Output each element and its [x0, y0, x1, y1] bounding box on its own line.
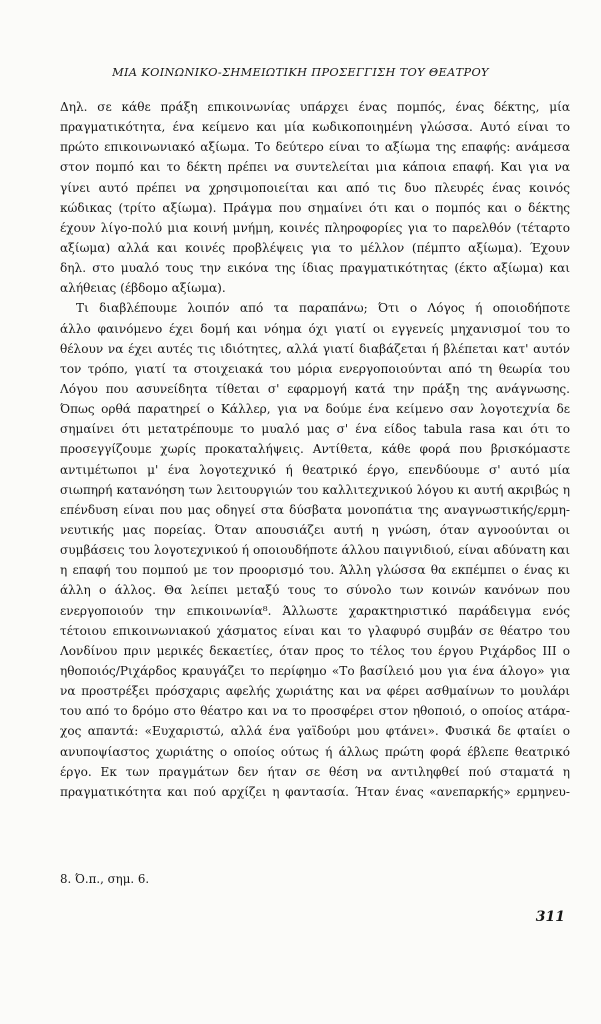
text-line: ενεργοποιούν την επικοινωνία⁸. Άλλωστε χαρακτηριστικό παράδειγμα ενός	[60, 603, 570, 618]
text-line: έχουν λίγο-πολύ μια κοινή μνήμη, κοινές πληροφορίες για το παρελθόν (τέταρτο	[60, 220, 570, 235]
text-line: Λόγου που ασυνείδητα τίθεται σ' εφαρμογή κατά την πράξη της ανάγνωσης.	[60, 381, 570, 396]
footnote: 8. Ό.π., σημ. 6.	[60, 872, 150, 886]
text-line: τέτοιου επικοινωνιακού χάσματος είναι και το γλαφυρό συμβάν σε θέατρο του	[60, 623, 570, 638]
text-line: πρώτο επικοινωνιακό αξίωμα. Το δεύτερο είναι το αξίωμα της επαφής: ανάμεσα	[60, 140, 570, 155]
text-line: ανυποψίαστος χωριάτης ο οποίος ούτως ή άλλως πρώτη φορά έβλεπε θεατρικό	[60, 744, 570, 759]
body-text	[60, 97, 570, 802]
text-line: στον πομπό και το δέκτη πρέπει να συντελείται μια κάποια επαφή. Και για να	[60, 160, 570, 175]
text-line: αλήθειας (έβδομο αξίωμα).	[60, 281, 226, 296]
text-line: δηλ. στο μυαλό τους την εικόνα της ίδιας πραγματικότητας (έκτο αξίωμα) και	[60, 261, 570, 276]
page-number: 311	[535, 909, 565, 925]
text-line: άλλη ο άλλος. Θα λείπει μεταξύ τους το σύνολο των κοινών κανόνων που	[60, 583, 570, 598]
text-line: αντιμέτωποι μ' ένα λογοτεχνικό ή θεατρικό έργο, επενδύουμε σ' αυτό μία	[60, 462, 570, 477]
text-line: πραγματικότητα, ένα κείμενο και μία κωδικοποιημένη γλώσσα. Αυτό είναι το	[60, 120, 570, 135]
text-line: σιωπηρή κατανόηση των λειτουργιών του καλλιτεχνικού λόγου κι αυτή ακριβώς η	[60, 482, 570, 497]
text-line: προσεγγίζουμε χωρίς προκαταλήψεις. Αντίθετα, κάθε φορά που βρισκόμαστε	[60, 442, 570, 457]
text-line: Όπως ορθά παρατηρεί ο Κάλλερ, για να δούμε ένα κείμενο σαν λογοτεχνία δε	[60, 402, 570, 417]
text-line: ηθοποιός/Ριχάρδος κραυγάζει το περίφημο «Το βασίλειό μου για ένα άλογο» για	[60, 663, 570, 678]
text-line: τον τρόπο, γιατί τα στοιχειακά του μόρια ενεργοποιούνται από τη θεωρία του	[60, 361, 570, 376]
text-line: χος απαντά: «Ευχαριστώ, αλλά ένα γαϊδούρι μου φτάνει». Φυσικά δε φταίει ο	[60, 724, 570, 739]
text-line: νευτικής μας πορείας. Όταν απουσιάζει αυτή η γνώση, όταν αγνοούνται οι	[60, 522, 570, 537]
text-line: θέλουν να έχει αυτές τις ιδιότητες, αλλά γιατί διαβάζεται ή βλέπεται κατ' αυτόν	[60, 341, 570, 356]
text-line: συμβάσεις του λογοτεχνικού ή οποιουδήποτε άλλου παιγνιδιού, είναι αδύνατη και	[60, 543, 570, 558]
text-line: επένδυση είναι που μας οδηγεί στα δύσβατα μονοπάτια της αναγνωστικής/ερμη-	[60, 502, 570, 517]
text-line: άλλο φαινόμενο έχει δομή και νόημα όχι γιατί οι εγγενείς μηχανισμοί του το	[60, 321, 570, 336]
text-line: η επαφή του πομπού με τον προορισμό του. Άλλη γλώσσα θα εκπέμπει ο ένας κι	[60, 563, 570, 578]
text-line: αξίωμα) αλλά και κοινές προβλέψεις για το μέλλον (πέμπτο αξίωμα). Έχουν	[60, 240, 570, 255]
text-line: πραγματικότητα και πού αρχίζει η φαντασία. Ήταν ένας «ανεπαρκής» ερμηνευ-	[60, 784, 570, 799]
text-line: να προστρέξει πρόσχαρις αφελής χωριάτης και να φέρει ασθμαίνων το μουλάρι	[60, 684, 570, 699]
text-line: Λονδίνου πριν μερικές δεκαετίες, όταν προς το τέλος του έργου Ριχάρδος ΙΙΙ ο	[60, 643, 570, 658]
text-line: έργο. Εκ των πραγμάτων δεν ήταν σε θέση να αντιληφθεί πού σταματά η	[60, 764, 570, 779]
running-header: ΜΙΑ ΚΟΙΝΩΝΙΚΟ-ΣΗΜΕΙΩΤΙΚΗ ΠΡΟΣΕΓΓΙΣΗ ΤΟΥ ΘΕΑΤΡΟΥ	[112, 66, 489, 79]
text-line: Τι διαβλέπουμε λοιπόν από τα παραπάνω; Ότι ο Λόγος ή οποιοδήποτε	[76, 301, 570, 316]
text-line: του από το δρόμο στο θέατρο και να το προσφέρει στον ηθοποιό, ο οποίος ατάρα-	[60, 704, 570, 719]
text-line: κώδικας (τρίτο αξίωμα). Πράγμα που σημαίνει ότι και ο πομπός και ο δέκτης	[60, 200, 570, 215]
text-line: Δηλ. σε κάθε πράξη επικοινωνίας υπάρχει ένας πομπός, ένας δέκτης, μία	[60, 100, 570, 114]
text-line: σημαίνει ότι μετατρέπουμε το μυαλό μας σ' ένα είδος tabula rasa και ότι το	[60, 422, 570, 437]
text-line: γίνει αυτό πρέπει να χρησιμοποιείται και από τις δυο πλευρές ένας κοινός	[60, 180, 570, 195]
